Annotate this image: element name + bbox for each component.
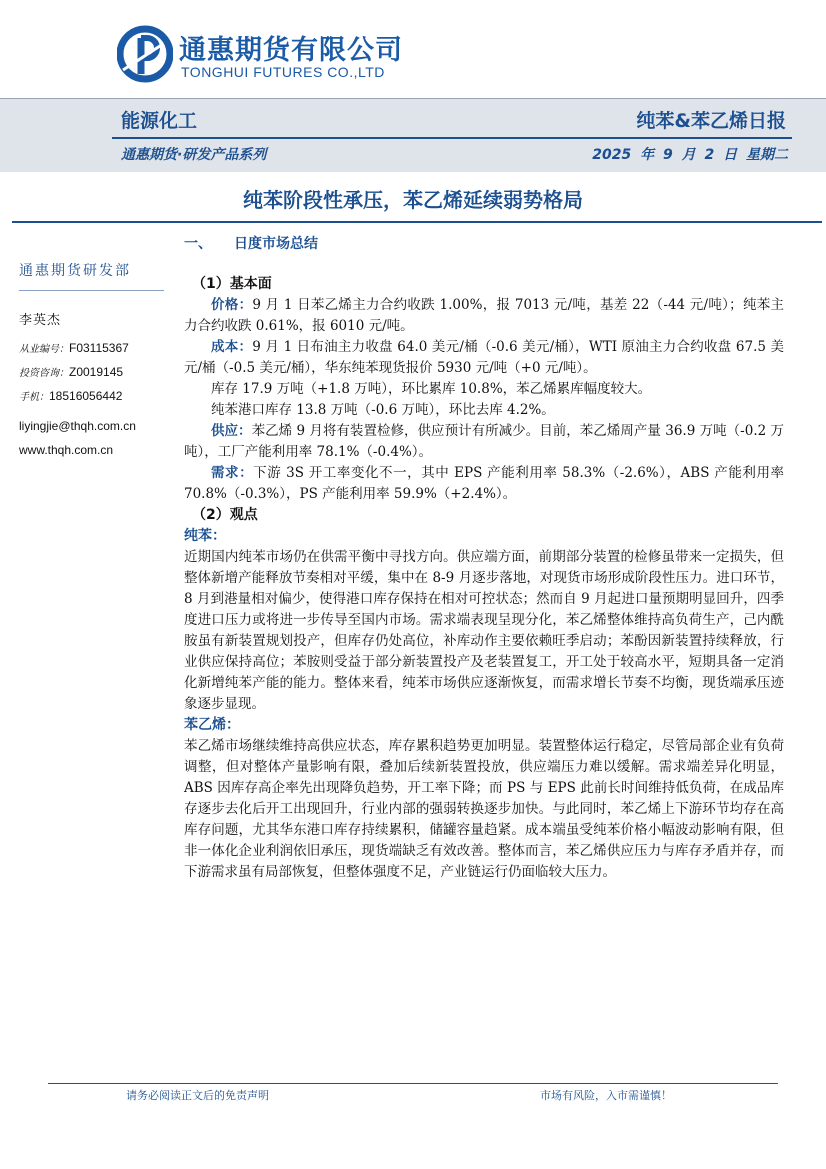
cost-label: 成本：: [211, 339, 253, 355]
cert-value: F03115367: [69, 341, 129, 355]
cost-text: 9 月 1 日布油主力收盘 64.0 美元/桶（-0.6 美元/桶），WTI 原油主力合约收盘 67.5 美元/桶（-0.5 美元/桶），华东纯苯现货报价 5930 元/吨（+0 元/吨）。: [184, 339, 785, 376]
sector-label: 能源化工: [121, 110, 198, 132]
disclaimer-note: 请务必阅读正文后的免责声明: [126, 1089, 269, 1102]
inventory-paragraph-1: 库存 17.9 万吨（+1.8 万吨），环比累库 10.8%，苯乙烯累库幅度较大。: [211, 381, 652, 397]
section-title: 日度市场总结: [234, 236, 318, 252]
title-rule: [12, 221, 822, 223]
section-number: 一、: [184, 236, 212, 252]
website-link[interactable]: www.thqh.com.cn: [19, 443, 114, 457]
company-emblem-icon: [117, 24, 173, 88]
phone-label: 手机：: [19, 392, 49, 403]
series-label: 通惠期货·研发产品系列: [121, 147, 267, 163]
advisory-number: [19, 360, 164, 384]
styrene-label: 苯乙烯：: [184, 717, 240, 733]
research-dept: 通惠期货研发部: [19, 263, 131, 279]
inventory-paragraph-2: 纯苯港口库存 13.8 万吨（-0.6 万吨），环比去库 4.2%。: [211, 402, 555, 418]
demand-label: 需求：: [211, 465, 254, 481]
section-heading: [184, 234, 318, 255]
advisory-value: Z0019145: [69, 365, 124, 379]
email-link[interactable]: liyingjie@thqh.com.cn: [19, 419, 136, 433]
report-name: 纯苯&苯乙烯日报: [636, 110, 786, 132]
price-text: 9 月 1 日苯乙烯主力合约收跌 1.00%，报 7013 元/吨，基差 22（-44 元/吨）；纯苯主力合约收跌 0.61%，报 6010 元/吨。: [184, 297, 785, 334]
analyst-name: 李英杰: [19, 313, 62, 328]
sidebar-divider: [19, 290, 164, 291]
risk-warning: 市场有风险，入市需谨慎！: [540, 1089, 672, 1102]
page-title: 纯苯阶段性承压，苯乙烯延续弱势格局: [243, 188, 583, 212]
report-header-band: [0, 98, 826, 172]
company-name-en: TONGHUI FUTURES CO.,LTD: [181, 64, 385, 80]
subsection-views: （2）观点: [192, 507, 258, 523]
analyst-sidebar: [19, 260, 164, 462]
cost-paragraph: [184, 337, 784, 379]
supply-text: 苯乙烯 9 月将有装置检修，供应预计有所减少。目前，苯乙烯周产量 36.9 万吨（-0.2 万吨），工厂产能利用率 78.1%（-0.4%）。: [184, 423, 785, 460]
supply-label: 供应：: [211, 423, 252, 439]
benzene-label: 纯苯：: [184, 528, 226, 544]
benzene-paragraph: 近期国内纯苯市场仍在供需平衡中寻找方向。供应端方面，前期部分装置的检修虽带来一定损失，但整体新增产能释放节奏相对平缓，集中在 8-9 月逐步落地，对现货市场形成阶段性压力。进口环节，8 月到港量相对偏少，使得港口库存保持在相对可控状态；然而自 9 月起进口量预期明显回升，四季度进口压力或将进一步传导至国内市场。需求端表现呈现分化，苯乙烯整体维持高负荷生产，己内酰胺虽有新装置规划投产，但库存仍处高位，补库动作主要依赖旺季启动；苯酚因新装置持续释放，行业供应保持高位；苯胺则受益于部分新装置投产及老装置复工，开工处于较高水平，短期具备一定消化新增纯苯产能的能力。整体来看，纯苯市场供应逐渐恢复，而需求增长节奏不均衡，现货端承压迹象逐步显现。: [184, 549, 784, 712]
footer-rule: [48, 1083, 778, 1084]
styrene-paragraph: 苯乙烯市场继续维持高供应状态，库存累积趋势更加明显。装置整体运行稳定，尽管局部企业有负荷调整，但对整体产量影响有限，叠加后续新装置投放，供应端压力难以缓解。需求端差异化明显，ABS 因库存高企率先出现降负趋势，开工率下降；而 PS 与 EPS 此前长时间维持低负荷，在成品库存逐步去化后开工出现回升，行业内部的强弱转换逐步加快。与此同时，苯乙烯上下游环节均存在高库存问题，尤其华东港口库存持续累积，储罐容量趋紧。成本端虽受纯苯价格小幅波动影响有限，但非一体化企业利润依旧承压，现货端缺乏有效改善。整体而言，苯乙烯供应压力与库存矛盾并存，而下游需求虽有局部恢复，但整体强度不足，产业链运行仍面临较大压力。: [184, 738, 784, 880]
company-logo: [117, 24, 407, 88]
supply-paragraph: [184, 421, 784, 463]
report-date: 2025 年 9 月 2 日 星期二: [592, 147, 788, 163]
price-label: 价格：: [211, 297, 253, 313]
phone-value: 18516056442: [49, 389, 123, 403]
demand-text: 下游 3S 开工率变化不一，其中 EPS 产能利用率 58.3%（-2.6%），ABS 产能利用率 70.8%（-0.3%），PS 产能利用率 59.9%（+2.4%）。: [184, 465, 784, 502]
cert-label: 从业编号：: [19, 344, 69, 355]
header-divider: [112, 137, 792, 139]
company-name-cn: 通惠期货有限公司: [179, 35, 403, 66]
price-paragraph: [184, 295, 784, 337]
advisory-label: 投资咨询：: [19, 368, 69, 379]
phone: [19, 384, 164, 408]
subsection-fundamentals: （1）基本面: [192, 276, 272, 292]
cert-number: [19, 336, 164, 360]
demand-paragraph: [184, 463, 784, 505]
